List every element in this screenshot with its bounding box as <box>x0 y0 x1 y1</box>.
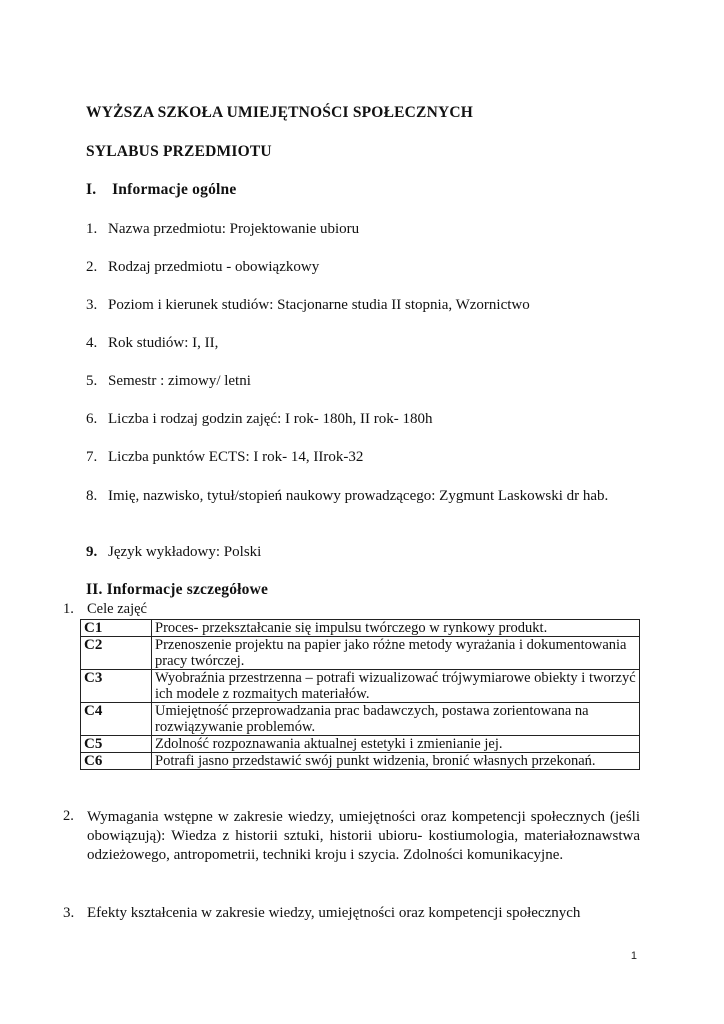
item-number: 1. <box>86 221 98 237</box>
table-row <box>81 703 640 736</box>
syllabus-title: SYLABUS PRZEDMIOTU <box>86 143 272 160</box>
item-text: Wymagania wstępne w zakresie wiedzy, umiejętności oraz kompetencji społecznych (jeśli obowiązują): Wiedza z historii sztuki, historii ubioru- kostiumologia, materiałoznawstwa odzieżowego, antropometrii, techniki kroju i szycia. Zdolności komunikacyjne. <box>87 809 640 863</box>
goal-text: Potrafi jasno przedstawić swój punkt widzenia, bronić własnych przekonań. <box>152 753 640 770</box>
section-number: I. <box>86 181 97 198</box>
goal-code: C4 <box>81 703 152 736</box>
item-number: 3. <box>63 905 75 921</box>
info-item <box>86 258 319 276</box>
goal-text: Przenoszenie projektu na papier jako różne metody wyrażania i dokumentowania pracy twórczej. <box>152 637 640 670</box>
info-item <box>86 410 432 428</box>
table-row <box>81 736 640 753</box>
item-text: Liczba punktów ECTS: I rok- 14, IIrok-32 <box>108 449 364 465</box>
section-title: Informacje ogólne <box>112 181 237 198</box>
item-number: 2. <box>63 808 74 824</box>
item-number: 5. <box>86 373 98 389</box>
info-item <box>86 448 363 466</box>
page-number: 1 <box>630 950 637 962</box>
table-row <box>81 670 640 703</box>
goals-table <box>80 619 640 770</box>
goal-text: Proces- przekształcanie się impulsu twórczego w rynkowy produkt. <box>152 620 640 637</box>
info-item <box>86 372 251 390</box>
goal-text: Wyobraźnia przestrzenna – potrafi wizualizować trójwymiarowe obiekty i tworzyć ich modele z rozmaitych materiałów. <box>152 670 640 703</box>
prerequisites-item <box>63 808 640 865</box>
goal-text: Umiejętność przeprowadzania prac badawczych, postawa zorientowana na rozwiązywanie problemów. <box>152 703 640 736</box>
item-number: 1. <box>63 601 74 617</box>
item-text: Poziom i kierunek studiów: Stacjonarne studia II stopnia, Wzornictwo <box>108 297 530 313</box>
info-item <box>86 296 530 314</box>
goal-code: C1 <box>81 620 152 637</box>
goal-code: C2 <box>81 637 152 670</box>
goal-code: C3 <box>81 670 152 703</box>
item-text: Imię, nazwisko, tytuł/stopień naukowy prowadzącego: Zygmunt Laskowski dr hab. <box>108 488 609 504</box>
item-text: Nazwa przedmiotu: Projektowanie ubioru <box>108 221 360 237</box>
item-text: Liczba i rodzaj godzin zajęć: I rok- 180h, II rok- 180h <box>108 411 433 427</box>
item-text: Efekty kształcenia w zakresie wiedzy, umiejętności oraz kompetencji społecznych <box>87 905 581 921</box>
section-detail-heading <box>86 581 268 599</box>
section-number: II. <box>86 581 103 598</box>
item-number: 9. <box>86 544 98 560</box>
item-text: Język wykładowy: Polski <box>108 544 262 560</box>
item-number: 3. <box>86 297 98 313</box>
item-number: 6. <box>86 411 98 427</box>
item-number: 2. <box>86 259 98 275</box>
goal-code: C5 <box>81 736 152 753</box>
item-text: Rok studiów: I, II, <box>108 335 219 351</box>
info-item <box>86 543 261 561</box>
table-row <box>81 753 640 770</box>
learning-outcomes-item <box>63 905 580 922</box>
item-number: 4. <box>86 335 98 351</box>
school-name: WYŻSZA SZKOŁA UMIEJĘTNOŚCI SPOŁECZNYCH <box>86 104 474 121</box>
goals-label <box>63 601 147 618</box>
info-item-lecturer <box>86 486 642 506</box>
info-item <box>86 334 218 352</box>
table-row <box>81 637 640 670</box>
section-general-heading <box>86 181 236 199</box>
table-row <box>81 620 640 637</box>
info-item <box>86 220 359 238</box>
item-number: 8. <box>86 488 98 504</box>
item-text: Cele zajęć <box>87 601 147 617</box>
item-text: Rodzaj przedmiotu - obowiązkowy <box>108 259 320 275</box>
item-text: Semestr : zimowy/ letni <box>108 373 251 389</box>
section-title: Informacje szczegółowe <box>106 581 269 598</box>
goal-code: C6 <box>81 753 152 770</box>
item-number: 7. <box>86 449 98 465</box>
goal-text: Zdolność rozpoznawania aktualnej estetyki i zmienianie jej. <box>152 736 640 753</box>
